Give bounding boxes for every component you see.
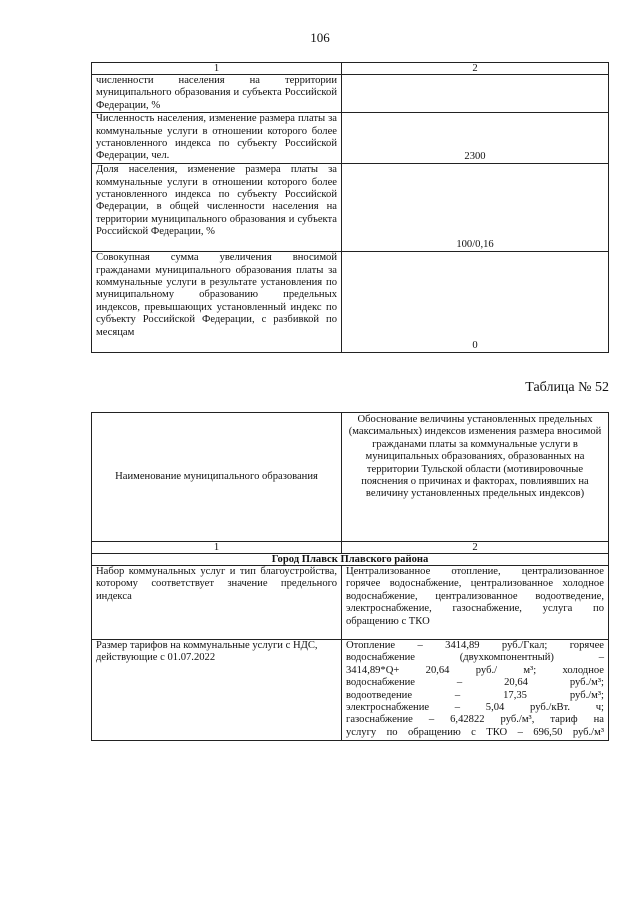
- tariff-line: услугу по обращению с ТКО – 696,50 руб./м³: [346, 726, 604, 738]
- row-label: Доля населения, изменение размера платы за коммунальные услуги в отношении которого более установленного индекса по субъекту Российской Федерации, в общей численности населения на территории муниципального образования и субъекта Российской Федерации, %: [92, 164, 342, 252]
- table-row: [92, 113, 609, 164]
- page-number: 106: [310, 30, 330, 45]
- row-label: Размер тарифов на коммунальные услуги с НДС, действующие с 01.07.2022: [92, 640, 342, 741]
- column-number-2: 2: [342, 542, 609, 554]
- column-number-row: [92, 542, 609, 554]
- justification-table: [91, 412, 609, 741]
- table-caption: Таблица № 52: [525, 380, 609, 395]
- tariff-lines: [342, 640, 609, 741]
- tariff-line: 3414,89*Q+ 20,64 руб./ м³; холодное: [346, 664, 604, 676]
- row-label: Набор коммунальных услуг и тип благоустройства, которому соответствует значение предельного индекса: [92, 566, 342, 640]
- row-value: 2300: [342, 113, 609, 164]
- tariff-line: водоснабжение – 20,64 руб./м³;: [346, 677, 604, 689]
- tariff-line: водоотведение – 17,35 руб./м³;: [346, 689, 604, 701]
- row-label: численности населения на территории муниципального образования и субъекта Российской Федерации, %: [92, 75, 342, 113]
- row-value: Централизованное отопление, централизованное горячее водоснабжение, централизованное холодное водоснабжение, централизованное водоотведение, электроснабжение, газоснабжение, услуга по обращению с ТКО: [342, 566, 609, 640]
- row-value: 0: [342, 252, 609, 353]
- table-row: [92, 164, 609, 252]
- column-number-2: 2: [342, 63, 609, 75]
- table-row: [92, 566, 609, 640]
- table-row: [92, 252, 609, 353]
- column-number-1: 1: [92, 63, 342, 75]
- column-number-1: 1: [92, 542, 342, 554]
- row-label: Численность населения, изменение размера платы за коммунальные услуги в отношении которого более установленного индекса по субъекту Российской Федерации, чел.: [92, 113, 342, 164]
- section-row: [92, 554, 609, 566]
- table-header-row: [92, 413, 609, 542]
- row-label: Совокупная сумма увеличения вносимой гражданами муниципального образования платы за коммунальные услуги в результате установления по муниципальному образованию предельных индексов, превышающих установленный индекс по субъекту Российской Федерации, с разбивкой по месяцам: [92, 252, 342, 353]
- tariff-line: электроснабжение – 5,04 руб./кВт. ч;: [346, 702, 604, 714]
- table-row: [92, 640, 609, 741]
- table-header-row: [92, 63, 609, 75]
- row-value: 100/0,16: [342, 164, 609, 252]
- table-row: [92, 75, 609, 113]
- tariff-line: Отопление – 3414,89 руб./Гкал; горячее: [346, 640, 604, 651]
- tariff-line: водоснабжение (двухкомпонентный) –: [346, 652, 604, 664]
- tariff-line: газоснабжение – 6,42822 руб./м³, тариф на: [346, 714, 604, 726]
- indicators-table: [91, 62, 609, 353]
- header-municipality: Наименование муниципального образования: [92, 413, 342, 542]
- header-justification: Обоснование величины установленных предельных (максимальных) индексов изменения размера вносимой гражданами платы за коммунальные услуги в муниципальных образованиях, образованных на территории Тульской области (мотивировочные пояснения о причинах и факторах, повлиявших на величину установленных предельных индексов): [342, 413, 609, 542]
- section-title: Город Плавск Плавского района: [92, 554, 609, 566]
- row-value: [342, 75, 609, 113]
